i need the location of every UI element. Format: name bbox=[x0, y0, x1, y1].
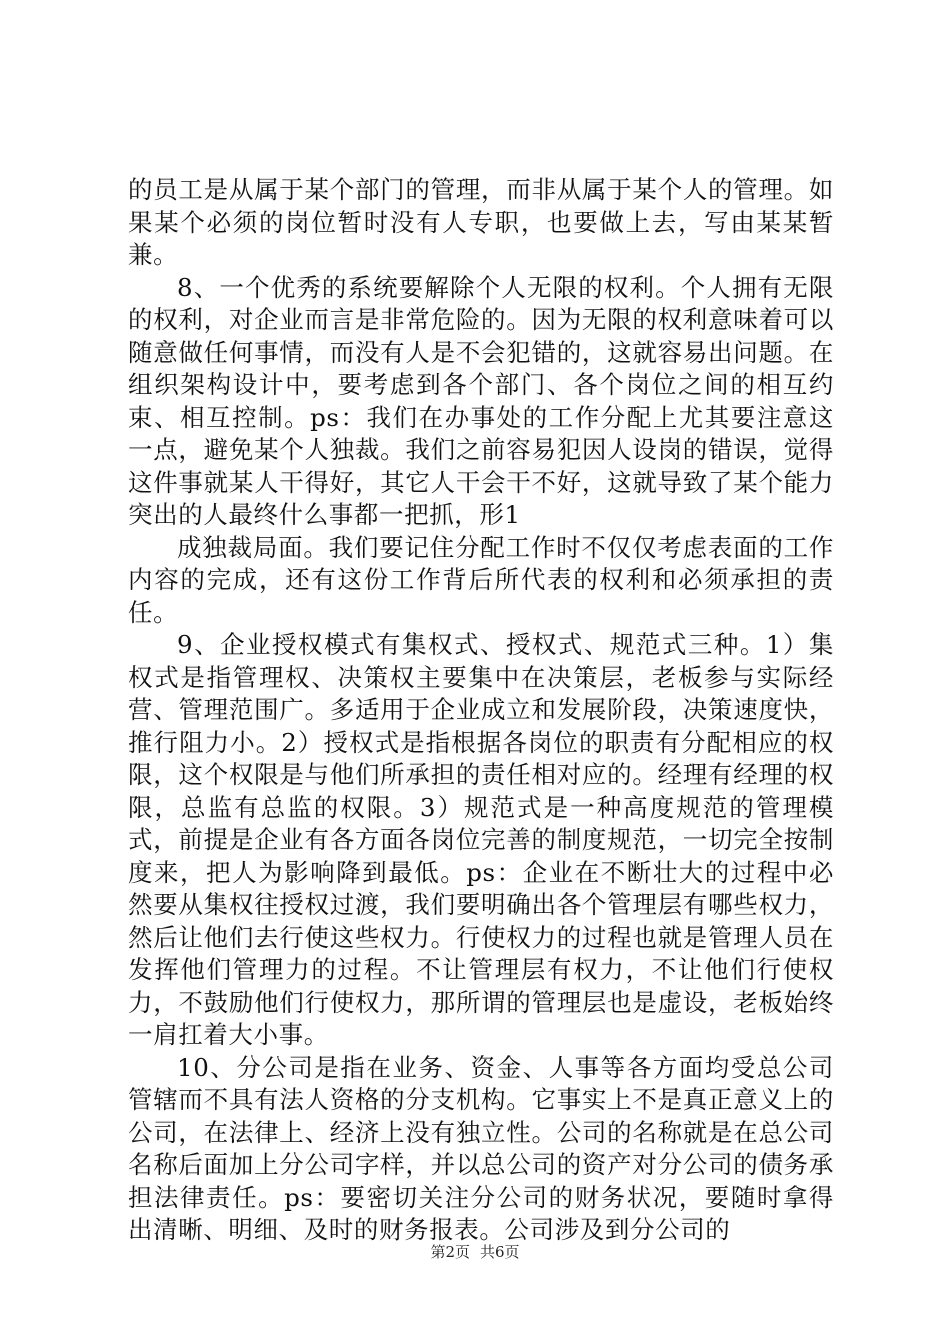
paragraph-5: 10、分公司是指在业务、资金、人事等各方面均受总公司管辖而不具有法人资格的分支机构。它事实上不是真正意义上的公司，在法律上、经济上没有独立性。公司的名称就是在总公司名称后面加上分公司字样，并以总公司的资产对分公司的债务承担法律责任。ps：要密切关注分公司的财务状况，要随时拿得出清晰、明细、及时的财务报表。公司涉及到分公司的 bbox=[128, 1052, 834, 1244]
paragraph-1: 的员工是从属于某个部门的管理，而非从属于某个人的管理。如果某个必须的岗位暂时没有人专职，也要做上去，写由某某暂兼。 bbox=[128, 175, 834, 269]
paragraph-2: 8、一个优秀的系统要解除个人无限的权利。个人拥有无限的权利，对企业而言是非常危险的。因为无限的权利意味着可以随意做任何事情，而没有人是不会犯错的，这就容易出问题。在组织架构设计中，要考虑到各个部门、各个岗位之间的相互约束、相互控制。ps：我们在办事处的工作分配上尤其要注意这一点，避免某个人独裁。我们之前容易犯因人设岗的错误，觉得这件事就某人干得好，其它人干会干不好，这就导致了某个能力突出的人最终什么事都一把抓，形1 bbox=[128, 272, 834, 529]
page-footer bbox=[0, 1242, 950, 1262]
page-number: 第2页 bbox=[430, 1243, 470, 1261]
document-body bbox=[128, 174, 834, 1247]
page-total: 共6页 bbox=[480, 1243, 520, 1261]
paragraph-3: 成独裁局面。我们要记住分配工作时不仅仅考虑表面的工作内容的完成，还有这份工作背后所代表的权利和必须承担的责任。 bbox=[128, 532, 834, 627]
paragraph-4: 9、企业授权模式有集权式、授权式、规范式三种。1）集权式是指管理权、决策权主要集中在决策层，老板参与实际经营、管理范围广。多适用于企业成立和发展阶段，决策速度快，推行阻力小。2）授权式是指根据各岗位的职责有分配相应的权限，这个权限是与他们所承担的责任相对应的。经理有经理的权限，总监有总监的权限。3）规范式是一种高度规范的管理模式，前提是企业有各方面各岗位完善的制度规范，一切完全按制度来，把人为影响降到最低。ps：企业在不断壮大的过程中必然要从集权往授权过渡，我们要明确出各个管理层有哪些权力，然后让他们去行使这些权力。行使权力的过程也就是管理人员在发挥他们管理力的过程。不让管理层有权力，不让他们行使权力，不鼓励他们行使权力，那所谓的管理层也是虚设，老板始终一肩扛着大小事。 bbox=[128, 630, 834, 1049]
